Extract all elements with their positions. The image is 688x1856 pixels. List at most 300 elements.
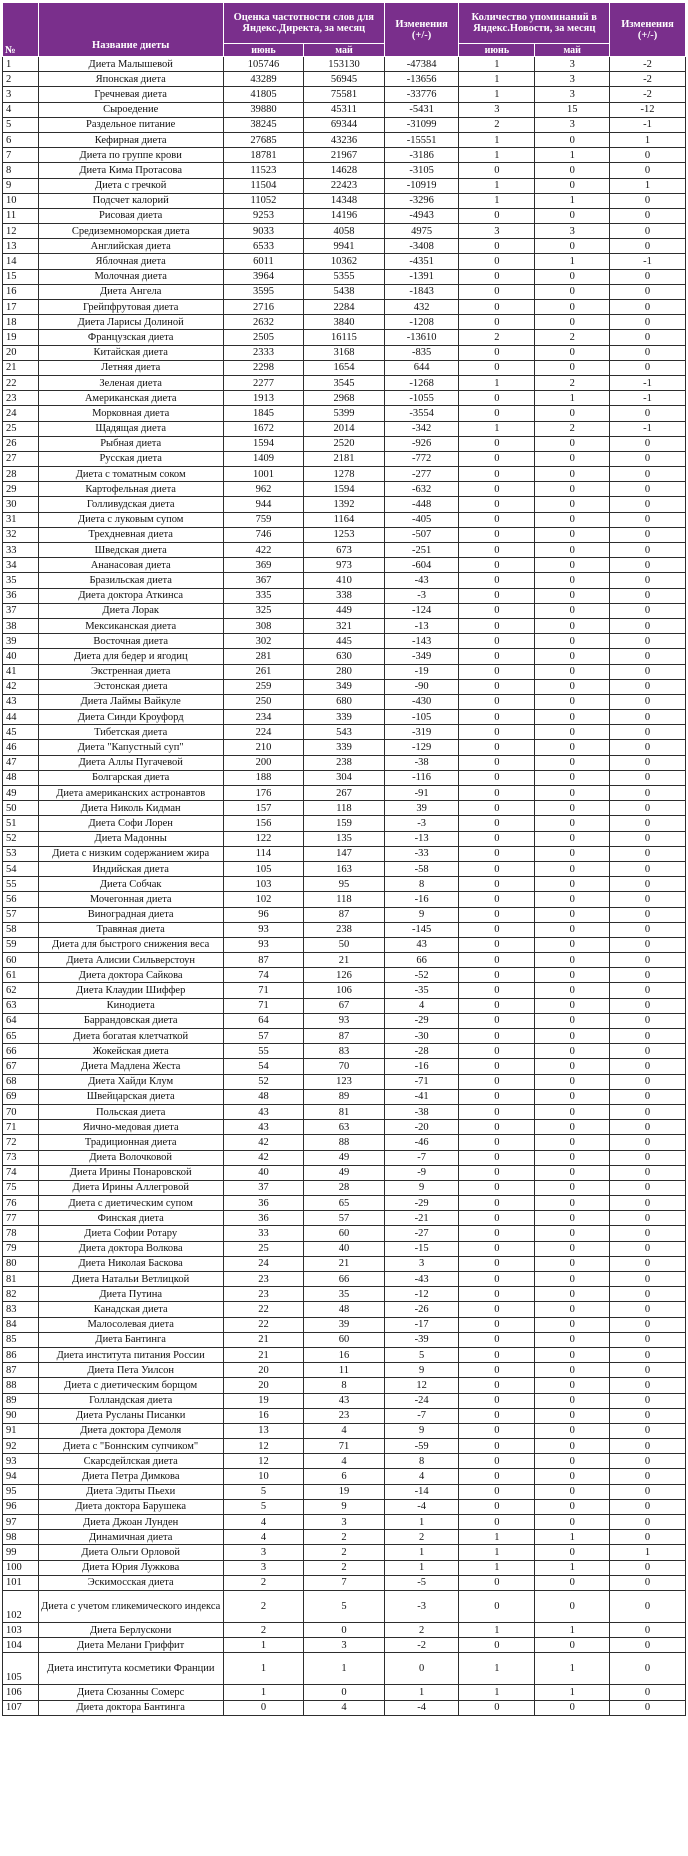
mentions-change: 0 [610,193,686,208]
diet-name: Диета доктора Сайкова [38,968,223,983]
mentions-change: 0 [610,786,686,801]
june-mentions: 0 [459,679,535,694]
frequency-change: 4 [384,1469,459,1484]
may-frequency: 304 [304,770,385,785]
june-mentions: 0 [459,1211,535,1226]
june-mentions: 0 [459,1013,535,1028]
diet-name: Диета Николая Баскова [38,1256,223,1271]
mentions-change: 0 [610,269,686,284]
row-number: 58 [3,922,39,937]
diet-name: Диета Петра Димкова [38,1469,223,1484]
diet-name: Диета с луковым супом [38,512,223,527]
june-mentions: 0 [459,284,535,299]
row-number: 71 [3,1120,39,1135]
table-row [3,1393,686,1408]
june-mentions: 2 [459,117,535,132]
frequency-change: -16 [384,892,459,907]
frequency-change: -342 [384,421,459,436]
june-mentions: 0 [459,1044,535,1059]
table-row [3,208,686,223]
diet-name: Летняя диета [38,360,223,375]
may-mentions: 1 [535,391,610,406]
frequency-change: -33 [384,846,459,861]
row-number: 104 [3,1638,39,1653]
may-mentions: 0 [535,937,610,952]
may-mentions: 0 [535,1135,610,1150]
may-mentions: 1 [535,1560,610,1575]
table-row [3,907,686,922]
may-frequency: 63 [304,1120,385,1135]
june-mentions: 0 [459,1700,535,1715]
june-mentions: 0 [459,892,535,907]
frequency-change: 1 [384,1685,459,1700]
row-number: 45 [3,725,39,740]
june-mentions: 0 [459,968,535,983]
mentions-change: 0 [610,163,686,178]
table-row [3,239,686,254]
june-frequency: 1 [223,1685,303,1700]
may-frequency: 159 [304,816,385,831]
subheader-june-frequency: июнь [223,44,303,57]
diet-name: Грейпфрутовая диета [38,300,223,315]
june-frequency: 369 [223,558,303,573]
row-number: 50 [3,801,39,816]
may-frequency: 2181 [304,451,385,466]
row-number: 88 [3,1378,39,1393]
table-row [3,603,686,618]
row-number: 54 [3,861,39,876]
diet-name: Трехдневная диета [38,527,223,542]
may-mentions: 0 [535,1272,610,1287]
june-mentions: 1 [459,193,535,208]
frequency-change: -43 [384,573,459,588]
mentions-change: 0 [610,649,686,664]
mentions-change: 0 [610,679,686,694]
may-mentions: 0 [535,1059,610,1074]
may-frequency: 2968 [304,391,385,406]
row-number: 56 [3,892,39,907]
frequency-change: 0 [384,1653,459,1685]
row-number: 9 [3,178,39,193]
may-frequency: 21967 [304,148,385,163]
may-mentions: 0 [535,1029,610,1044]
frequency-change: -71 [384,1074,459,1089]
table-row [3,740,686,755]
table-row [3,1089,686,1104]
june-frequency: 302 [223,634,303,649]
diet-name: Рисовая диета [38,208,223,223]
table-row [3,1211,686,1226]
may-frequency: 93 [304,1013,385,1028]
diet-name: Диета Эдиты Пьехи [38,1484,223,1499]
june-frequency: 25 [223,1241,303,1256]
may-frequency: 126 [304,968,385,983]
table-row [3,284,686,299]
diet-name: Щадящая диета [38,421,223,436]
mentions-change: 0 [610,558,686,573]
diet-name: Индийская диета [38,861,223,876]
may-mentions: 0 [535,300,610,315]
frequency-change: -12 [384,1287,459,1302]
row-number: 101 [3,1575,39,1590]
frequency-change: -33776 [384,87,459,102]
diet-name: Диета Николь Кидман [38,801,223,816]
mentions-change: 0 [610,1180,686,1195]
may-frequency: 14628 [304,163,385,178]
diet-name: Диета Русланы Писанки [38,1408,223,1423]
table-row [3,892,686,907]
june-frequency: 22 [223,1317,303,1332]
frequency-change: -1268 [384,375,459,390]
june-frequency: 19 [223,1393,303,1408]
frequency-change: -772 [384,451,459,466]
mentions-change: 1 [610,178,686,193]
diet-name: Диета Ирины Аллегровой [38,1180,223,1195]
june-frequency: 48 [223,1089,303,1104]
mentions-change: 0 [610,983,686,998]
june-mentions: 0 [459,497,535,512]
may-frequency: 5355 [304,269,385,284]
may-mentions: 0 [535,543,610,558]
june-frequency: 55 [223,1044,303,1059]
june-frequency: 224 [223,725,303,740]
may-frequency: 2 [304,1545,385,1560]
table-row [3,1135,686,1150]
diet-name: Диета Натальи Ветлицкой [38,1272,223,1287]
june-frequency: 13 [223,1423,303,1438]
may-frequency: 4058 [304,224,385,239]
table-row [3,87,686,102]
frequency-change: -3 [384,588,459,603]
june-frequency: 11052 [223,193,303,208]
mentions-change: 0 [610,907,686,922]
june-mentions: 0 [459,649,535,664]
diet-name: Канадская диета [38,1302,223,1317]
june-frequency: 87 [223,953,303,968]
may-mentions: 0 [535,482,610,497]
may-mentions: 0 [535,1423,610,1438]
mentions-change: 0 [610,1120,686,1135]
june-mentions: 0 [459,1363,535,1378]
may-mentions: 0 [535,1332,610,1347]
table-row [3,224,686,239]
may-mentions: 0 [535,360,610,375]
may-frequency: 3840 [304,315,385,330]
may-frequency: 35 [304,1287,385,1302]
june-frequency: 759 [223,512,303,527]
may-frequency: 321 [304,618,385,633]
table-row [3,1469,686,1484]
diet-name: Диета с "Боннским супчиком" [38,1439,223,1454]
may-mentions: 0 [535,436,610,451]
diet-name: Диета Ларисы Долиной [38,315,223,330]
diet-name: Средиземноморская диета [38,224,223,239]
may-mentions: 0 [535,1499,610,1514]
may-mentions: 0 [535,983,610,998]
mentions-change: 0 [610,1029,686,1044]
june-mentions: 0 [459,1256,535,1271]
row-number: 78 [3,1226,39,1241]
mentions-change: 0 [610,1089,686,1104]
june-frequency: 9253 [223,208,303,223]
mentions-change: 0 [610,1454,686,1469]
may-mentions: 0 [535,1287,610,1302]
may-mentions: 3 [535,117,610,132]
row-number: 26 [3,436,39,451]
may-frequency: 65 [304,1196,385,1211]
june-frequency: 74 [223,968,303,983]
june-mentions: 0 [459,1059,535,1074]
table-row [3,163,686,178]
table-row [3,664,686,679]
june-mentions: 0 [459,1439,535,1454]
june-mentions: 0 [459,1378,535,1393]
diet-name: Кинодиета [38,998,223,1013]
may-frequency: 1 [304,1653,385,1685]
table-row [3,391,686,406]
may-frequency: 410 [304,573,385,588]
row-number: 75 [3,1180,39,1195]
may-frequency: 4 [304,1454,385,1469]
mentions-change: 0 [610,694,686,709]
diet-name: Диета Синди Кроуфорд [38,710,223,725]
june-frequency: 16 [223,1408,303,1423]
row-number: 97 [3,1515,39,1530]
frequency-change: 66 [384,953,459,968]
frequency-change: -835 [384,345,459,360]
table-row [3,1302,686,1317]
may-mentions: 0 [535,816,610,831]
table-row [3,527,686,542]
mentions-change: 0 [610,801,686,816]
may-mentions: 0 [535,953,610,968]
june-frequency: 114 [223,846,303,861]
diet-name: Тибетская диета [38,725,223,740]
may-mentions: 0 [535,284,610,299]
row-number: 86 [3,1347,39,1362]
mentions-change: 0 [610,588,686,603]
mentions-change: 0 [610,467,686,482]
june-frequency: 1 [223,1653,303,1685]
diet-name: Скарсдейлская диета [38,1454,223,1469]
diet-name: Яично-медовая диета [38,1120,223,1135]
table-row [3,1332,686,1347]
may-mentions: 0 [535,1408,610,1423]
table-row [3,360,686,375]
may-mentions: 0 [535,664,610,679]
june-frequency: 188 [223,770,303,785]
frequency-change: -7 [384,1150,459,1165]
table-row [3,1256,686,1271]
june-frequency: 1672 [223,421,303,436]
mentions-change: 0 [610,573,686,588]
mentions-change: 0 [610,1165,686,1180]
diet-name: Раздельное питание [38,117,223,132]
diet-name: Мексиканская диета [38,618,223,633]
mentions-change: 0 [610,1104,686,1119]
frequency-change: -13610 [384,330,459,345]
may-mentions: 0 [535,694,610,709]
may-frequency: 66 [304,1272,385,1287]
may-mentions: 0 [535,968,610,983]
may-frequency: 22423 [304,178,385,193]
june-mentions: 1 [459,421,535,436]
june-frequency: 96 [223,907,303,922]
frequency-change: 2 [384,1530,459,1545]
frequency-change: -1391 [384,269,459,284]
june-frequency: 93 [223,922,303,937]
may-mentions: 0 [535,345,610,360]
may-mentions: 1 [535,254,610,269]
may-frequency: 21 [304,953,385,968]
mentions-change: 1 [610,132,686,147]
diet-name: Диета доктора Волкова [38,1241,223,1256]
mentions-change: 0 [610,1408,686,1423]
diet-name: Диета с томатным соком [38,467,223,482]
diet-name: Жокейская диета [38,1044,223,1059]
diet-name: Морковная диета [38,406,223,421]
june-mentions: 0 [459,1454,535,1469]
june-frequency: 11504 [223,178,303,193]
row-number: 64 [3,1013,39,1028]
june-frequency: 200 [223,755,303,770]
june-frequency: 23 [223,1287,303,1302]
mentions-change: 0 [610,968,686,983]
mentions-change: 0 [610,634,686,649]
may-frequency: 1278 [304,467,385,482]
june-mentions: 0 [459,1499,535,1514]
row-number: 55 [3,877,39,892]
may-frequency: 338 [304,588,385,603]
june-frequency: 2 [223,1590,303,1622]
diet-name: Голливудская диета [38,497,223,512]
may-frequency: 8 [304,1378,385,1393]
table-row [3,983,686,998]
june-frequency: 2333 [223,345,303,360]
table-row [3,831,686,846]
may-frequency: 1164 [304,512,385,527]
table-row [3,1685,686,1700]
june-mentions: 0 [459,922,535,937]
may-mentions: 0 [535,1700,610,1715]
frequency-change: 39 [384,801,459,816]
frequency-change: -59 [384,1439,459,1454]
frequency-change: 43 [384,937,459,952]
may-mentions: 0 [535,1545,610,1560]
mentions-change: 0 [610,1059,686,1074]
may-frequency: 673 [304,543,385,558]
june-frequency: 71 [223,998,303,1013]
frequency-change: -124 [384,603,459,618]
frequency-change: -3 [384,816,459,831]
row-number: 53 [3,846,39,861]
mentions-change: -12 [610,102,686,117]
june-mentions: 0 [459,694,535,709]
diet-name: Диета по группе крови [38,148,223,163]
row-number: 81 [3,1272,39,1287]
diet-name: Эскимосская диета [38,1575,223,1590]
june-frequency: 2 [223,1575,303,1590]
june-mentions: 0 [459,360,535,375]
may-mentions: 0 [535,1165,610,1180]
row-number: 39 [3,634,39,649]
diet-name: Диета с гречкой [38,178,223,193]
may-mentions: 0 [535,603,610,618]
diet-name: Диета института питания России [38,1347,223,1362]
june-frequency: 71 [223,983,303,998]
may-frequency: 43 [304,1393,385,1408]
table-row [3,300,686,315]
may-mentions: 0 [535,178,610,193]
header-change-frequency: Изменения (+/-) [384,3,459,57]
mentions-change: 0 [610,1135,686,1150]
table-row [3,1044,686,1059]
may-frequency: 60 [304,1332,385,1347]
frequency-change: -129 [384,740,459,755]
frequency-change: -251 [384,543,459,558]
mentions-change: 0 [610,497,686,512]
may-frequency: 69344 [304,117,385,132]
frequency-change: 9 [384,907,459,922]
may-mentions: 3 [535,72,610,87]
may-frequency: 14196 [304,208,385,223]
mentions-change: 0 [610,1439,686,1454]
table-row [3,1013,686,1028]
may-frequency: 238 [304,922,385,937]
diet-name: Японская диета [38,72,223,87]
diet-name: Диета Малышевой [38,57,223,72]
mentions-change: -1 [610,254,686,269]
may-frequency: 135 [304,831,385,846]
frequency-change: -2 [384,1638,459,1653]
june-frequency: 261 [223,664,303,679]
may-frequency: 21 [304,1256,385,1271]
row-number: 70 [3,1104,39,1119]
frequency-change: -3186 [384,148,459,163]
june-mentions: 0 [459,634,535,649]
june-mentions: 3 [459,224,535,239]
june-mentions: 0 [459,406,535,421]
may-frequency: 49 [304,1165,385,1180]
row-number: 4 [3,102,39,117]
table-row [3,269,686,284]
diet-name: Баррандовская диета [38,1013,223,1028]
table-row [3,1622,686,1637]
june-mentions: 0 [459,1226,535,1241]
june-frequency: 22 [223,1302,303,1317]
table-row [3,1347,686,1362]
table-row [3,937,686,952]
june-frequency: 1409 [223,451,303,466]
may-frequency: 339 [304,710,385,725]
row-number: 87 [3,1363,39,1378]
row-number: 107 [3,1700,39,1715]
diet-name: Бразильская диета [38,573,223,588]
may-frequency: 71 [304,1439,385,1454]
frequency-change: -19 [384,664,459,679]
june-mentions: 0 [459,1165,535,1180]
may-frequency: 2 [304,1560,385,1575]
table-row [3,816,686,831]
june-mentions: 0 [459,588,535,603]
june-frequency: 12 [223,1454,303,1469]
frequency-change: -16 [384,1059,459,1074]
row-number: 69 [3,1089,39,1104]
june-frequency: 20 [223,1363,303,1378]
may-mentions: 0 [535,907,610,922]
mentions-change: 0 [610,725,686,740]
diet-name: Диета Путина [38,1287,223,1302]
